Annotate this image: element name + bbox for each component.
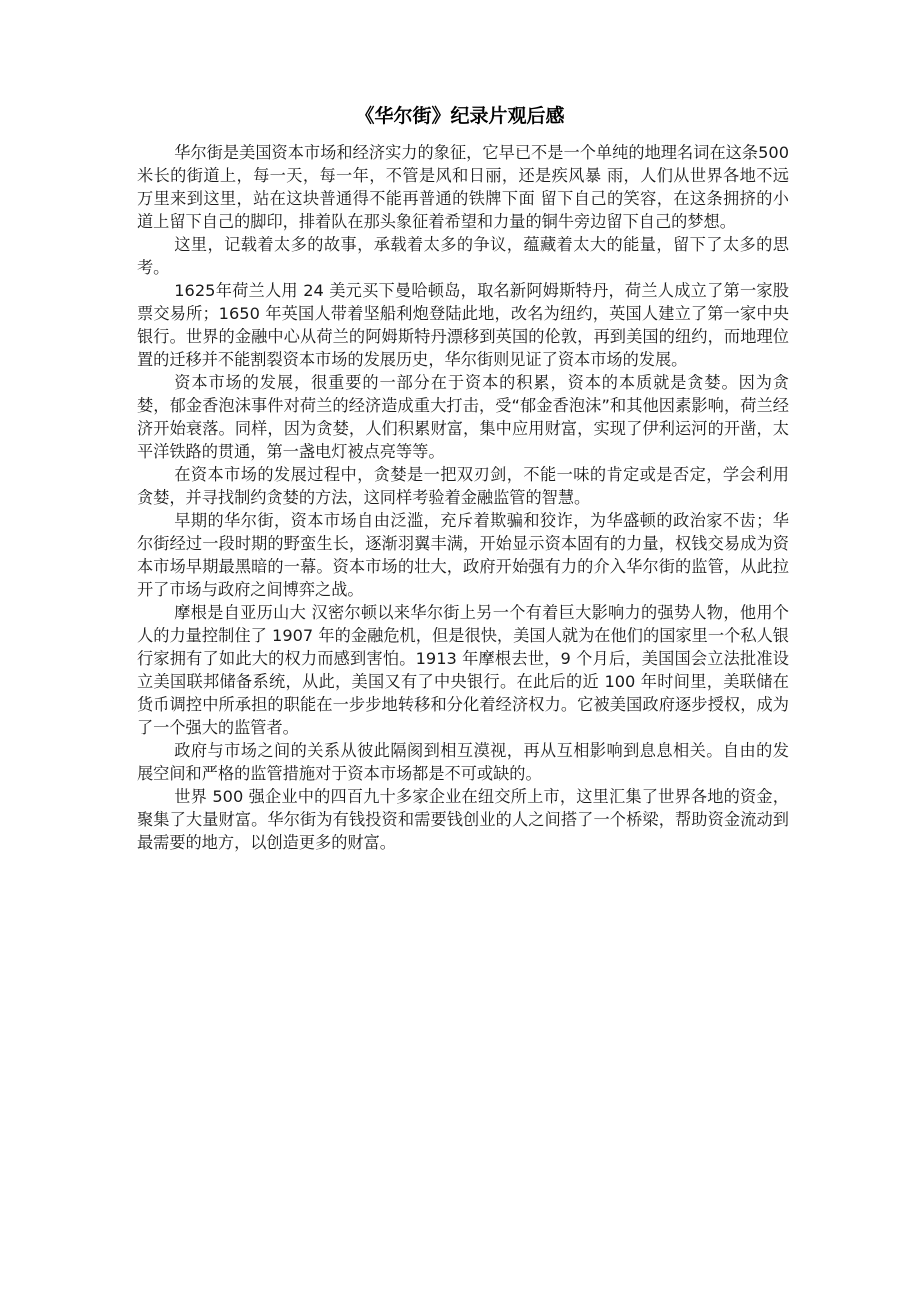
paragraph: 在资本市场的发展过程中，贪婪是一把双刃剑，不能一味的肯定或是否定，学会利用贪婪，并寻找制约贪婪的方法，这同样考验着金融监管的智慧。	[137, 465, 789, 507]
document-body	[137, 141, 789, 854]
document-title: 《华尔街》纪录片观后感	[355, 105, 565, 127]
paragraph: 早期的华尔街，资本市场自由泛滥，充斥着欺骗和狡诈，为华盛顿的政治家不齿；华尔街经过一段时期的野蛮生长，逐渐羽翼丰满，开始显示资本固有的力量，权钱交易成为资本市场早期最黑暗的一幕。资本市场的壮大，政府开始强有力的介入华尔街的监管，从此拉开了市场与政府之间博弈之战。	[137, 511, 789, 599]
paragraph: 华尔街是美国资本市场和经济实力的象征，它早已不是一个单纯的地理名词在这条500 米长的街道上，每一天，每一年，不管是风和日丽，还是疾风暴 雨，人们从世界各地不远万里来到这里，站在这块普通得不能再普通的铁牌下面 留下自己的笑容，在这条拥挤的小道上留下自己的脚印，排着队在那头象征着希望和力量的铜牛旁边留下自己的梦想。	[137, 143, 789, 231]
paragraph: 资本市场的发展，很重要的一部分在于资本的积累，资本的本质就是贪婪。因为贪婪，郁金香泡沫事件对荷兰的经济造成重大打击，受“郁金香泡沫”和其他因素影响，荷兰经济开始衰落。同样，因为贪婪，人们积累财富，集中应用财富，实现了伊利运河的开凿，太平洋铁路的贯通，第一盏电灯被点亮等等。	[137, 373, 789, 461]
paragraph: 1625年荷兰人用 24 美元买下曼哈顿岛，取名新阿姆斯特丹，荷兰人成立了第一家股票交易所；1650 年英国人带着坚船利炮登陆此地，改名为纽约，英国人建立了第一家中央银行。世界的金融中心从荷兰的阿姆斯特丹漂移到英国的伦敦，再到美国的纽约，而地理位置的迁移并不能割裂资本市场的发展历史，华尔街则见证了资本市场的发展。	[137, 281, 789, 369]
paragraph: 世界 500 强企业中的四百九十多家企业在纽交所上市，这里汇集了世界各地的资金，聚集了大量财富。华尔街为有钱投资和需要钱创业的人之间搭了一个桥梁，帮助资金流动到最需要的地方，以创造更多的财富。	[137, 787, 789, 852]
paragraph: 这里，记载着太多的故事，承载着太多的争议，蕴藏着太大的能量，留下了太多的思考。	[137, 235, 789, 277]
paragraph: 摩根是自亚历山大 汉密尔顿以来华尔街上另一个有着巨大影响力的强势人物，他用个人的力量控制住了 1907 年的金融危机，但是很快，美国人就为在他们的国家里一个私人银行家拥有了如此大的权力而感到害怕。1913 年摩根去世，9 个月后，美国国会立法批准设立美国联邦储备系统，从此，美国又有了中央银行。在此后的近 100 年时间里，美联储在货币调控中所承担的职能在一步步地转移和分化着经济权力。它被美国政府逐步授权，成为了一个强大的监管者。	[137, 603, 789, 737]
paragraph: 政府与市场之间的关系从彼此隔阂到相互漠视，再从互相影响到息息相关。自由的发展空间和严格的监管措施对于资本市场都是不可或缺的。	[137, 741, 789, 783]
